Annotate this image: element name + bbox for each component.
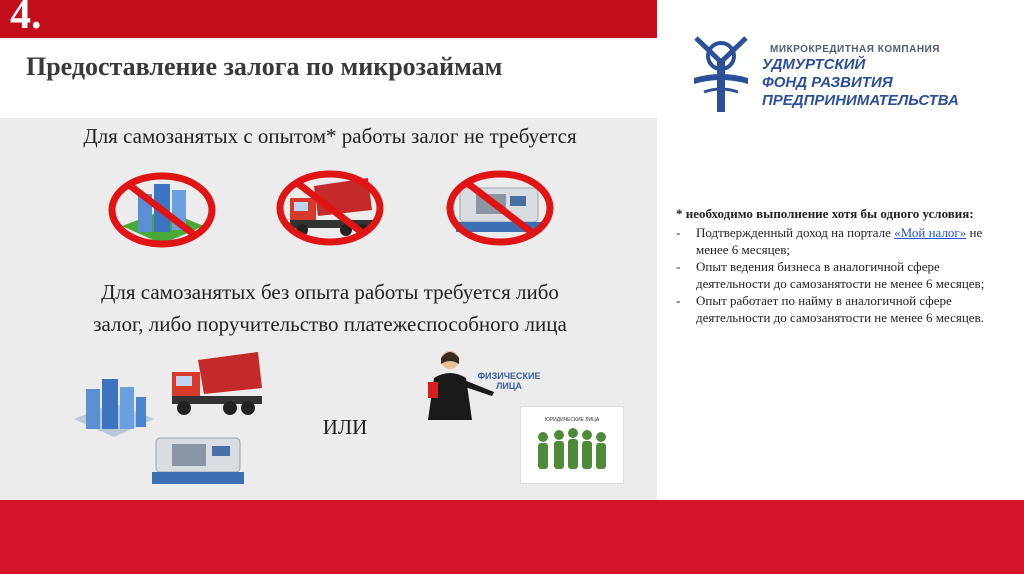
individuals-label-line-1: ФИЗИЧЕСКИЕ (477, 371, 541, 381)
condition-text: Опыт ведения бизнеса в аналогичной сфере деятельности до самозанятости не менее 6 месяцев; (696, 259, 985, 291)
condition-item (676, 258, 1006, 292)
list-dash: - (676, 259, 681, 274)
condition-item (676, 292, 1006, 326)
no-buildings-icon (108, 170, 216, 250)
guarantee-text-line-2: залог, либо поручительство платежеспособного лица (93, 312, 567, 336)
or-label: ИЛИ (322, 415, 368, 439)
truck-icon (168, 350, 264, 418)
guarantee-text-line-1: Для самозанятых без опыта работы требуется либо (101, 280, 559, 304)
no-machine-icon (446, 168, 554, 248)
condition-text: Опыт работает по найму в аналогичной сфере деятельности до самозанятости не менее 6 месяцев. (696, 293, 984, 325)
condition-text: Подтвержденный доход на портале (696, 225, 895, 240)
individuals-label (474, 371, 544, 391)
logo-line-udmurt: УДМУРТСКИЙ (762, 56, 866, 73)
slide-number: 4. (10, 0, 42, 38)
bottom-red-bar (0, 500, 1024, 574)
people-group-icon (521, 423, 621, 475)
legal-entities-card (520, 406, 624, 484)
conditions-heading: * необходимо выполнение хотя бы одного условия: (676, 206, 974, 221)
guarantee-text (20, 276, 640, 340)
individuals-label-line-2: ЛИЦА (496, 381, 522, 391)
page-title: Предоставление залога по микрозаймам (26, 52, 503, 81)
machine-tool-icon (150, 432, 246, 490)
company-logo-icon (690, 32, 752, 116)
no-collateral-text: Для самозанятых с опытом* работы залог не требуется (83, 124, 577, 148)
condition-text: не менее 6 месяцев; (696, 225, 983, 257)
no-truck-icon (276, 168, 384, 248)
list-dash: - (676, 293, 681, 308)
logo-company-type: МИКРОКРЕДИТНАЯ КОМПАНИЯ (770, 44, 940, 55)
conditions-notes (676, 205, 1006, 326)
list-dash: - (676, 225, 681, 240)
buildings-icon (70, 375, 158, 441)
logo-line-fund: ФОНД РАЗВИТИЯ (762, 74, 893, 91)
conditions-list (676, 224, 1006, 326)
condition-item (676, 224, 1006, 258)
legal-entities-label: ЮРИДИЧЕСКИЕ ЛИЦА (544, 417, 600, 423)
moy-nalog-link[interactable]: «Мой налог» (894, 225, 967, 240)
logo-line-entrepreneurship: ПРЕДПРИНИМАТЕЛЬСТВА (762, 92, 959, 109)
top-red-bar (0, 0, 657, 38)
